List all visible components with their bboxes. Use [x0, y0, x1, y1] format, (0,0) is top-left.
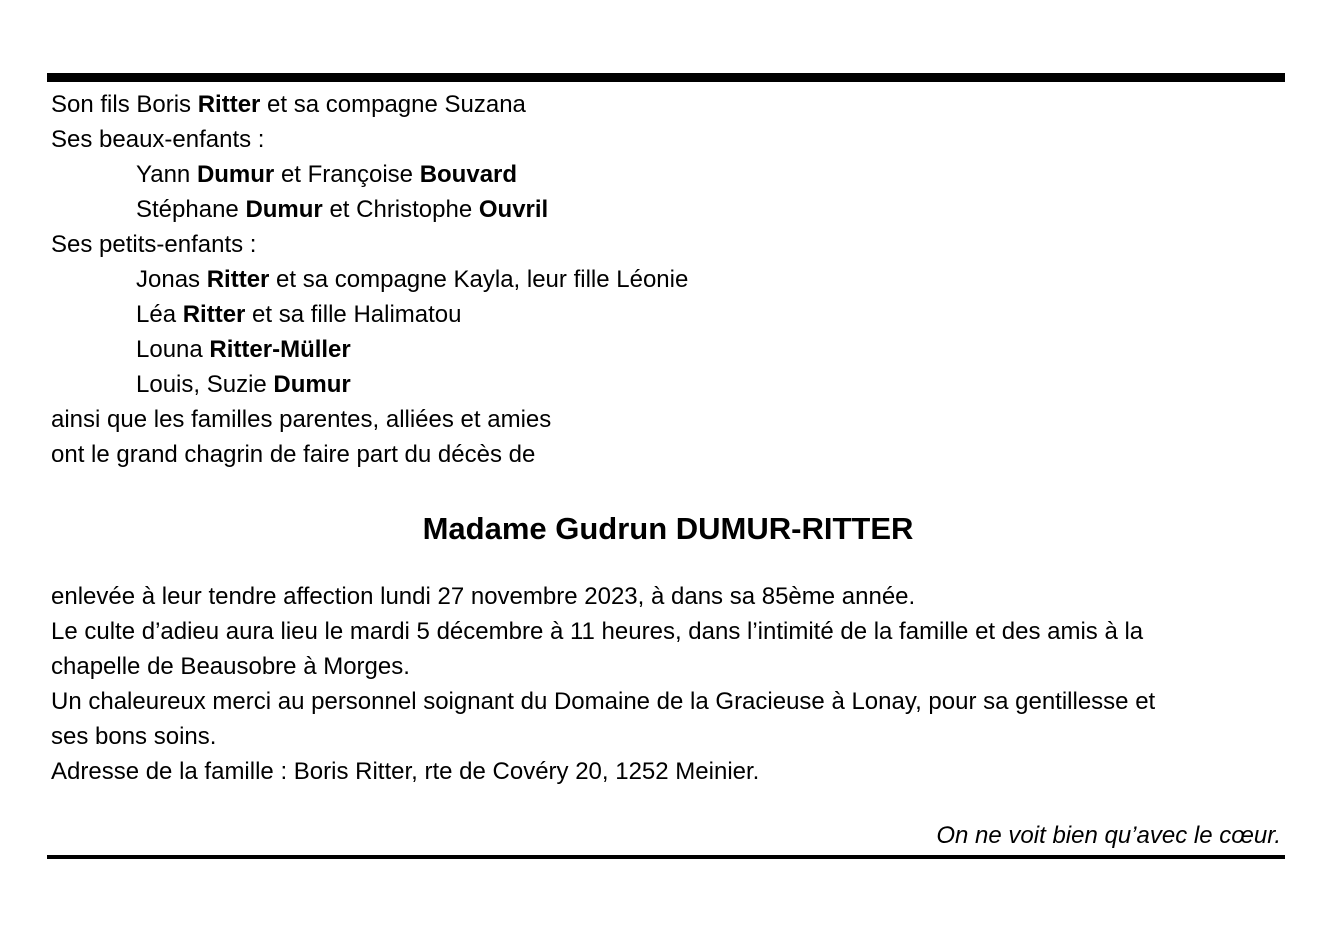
stepchild-line: Yann Dumur et Françoise Bouvard	[136, 161, 518, 188]
families-line: ainsi que les familles parentes, alliées et amies	[51, 406, 552, 433]
announce-line: ont le grand chagrin de faire part du décès de	[51, 441, 536, 468]
grandchild-line: Louna Ritter-Müller	[136, 336, 351, 363]
closing-quote: On ne voit bien qu’avec le cœur.	[936, 822, 1281, 849]
grandchildren-label: Ses petits-enfants :	[51, 231, 257, 258]
body-line: Un chaleureux merci au personnel soignant du Domaine de la Gracieuse à Lonay, pour sa gentillesse et	[51, 688, 1156, 715]
son-line: Son fils Boris Ritter et sa compagne Suzana	[51, 91, 526, 118]
body-line: chapelle de Beausobre à Morges.	[51, 653, 410, 680]
grandchild-line: Léa Ritter et sa fille Halimatou	[136, 301, 462, 328]
address-line: Adresse de la famille : Boris Ritter, rte de Covéry 20, 1252 Meinier.	[51, 758, 760, 785]
body-line: Le culte d’adieu aura lieu le mardi 5 décembre à 11 heures, dans l’intimité de la famille et des amis à la	[51, 618, 1144, 645]
deceased-name: Madame Gudrun DUMUR-RITTER	[422, 511, 914, 546]
grandchild-line: Jonas Ritter et sa compagne Kayla, leur fille Léonie	[136, 266, 689, 293]
stepchildren-label: Ses beaux-enfants :	[51, 126, 265, 153]
bottom-divider	[47, 855, 1285, 859]
body-line: ses bons soins.	[51, 723, 217, 750]
stepchild-line: Stéphane Dumur et Christophe Ouvril	[136, 196, 549, 223]
top-divider	[47, 73, 1285, 82]
grandchild-line: Louis, Suzie Dumur	[136, 371, 351, 398]
body-line: enlevée à leur tendre affection lundi 27 novembre 2023, à dans sa 85ème année.	[51, 583, 916, 610]
